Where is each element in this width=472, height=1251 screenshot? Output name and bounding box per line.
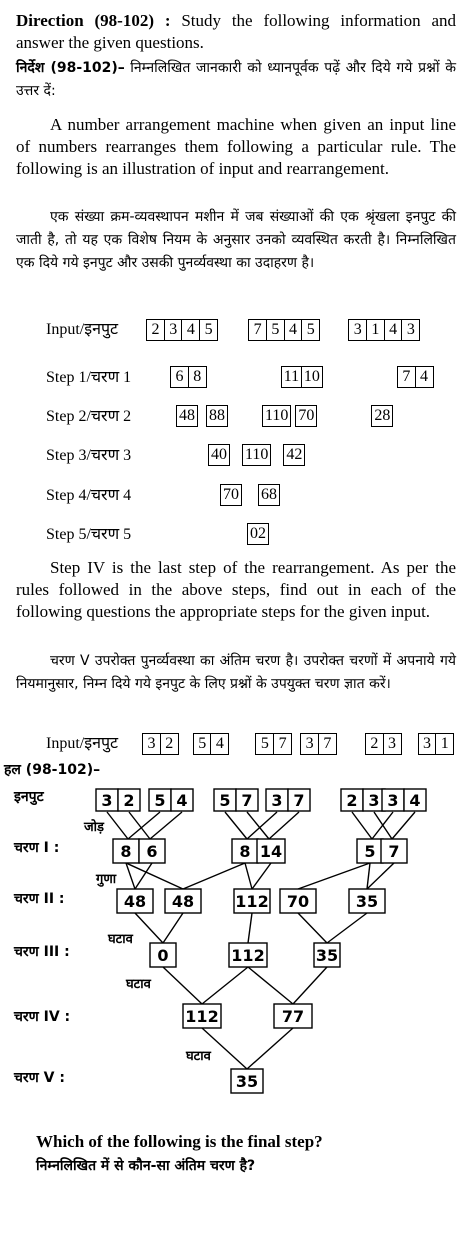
connector-line <box>126 863 183 889</box>
connector-line <box>392 812 415 839</box>
number-box: 5 <box>301 319 320 341</box>
number-box: 3 <box>300 733 319 755</box>
solution-row-label: चरण IV : <box>14 1009 71 1025</box>
number-box: 7 <box>397 366 416 388</box>
number-box-group <box>283 444 305 466</box>
number-box: 6 <box>170 366 189 388</box>
solution-value: 5 <box>219 791 231 810</box>
connector-line <box>327 913 367 943</box>
number-box: 2 <box>146 319 165 341</box>
connector-line <box>367 863 370 889</box>
solution-value: 48 <box>123 892 147 911</box>
number-box-group <box>300 733 337 755</box>
intro-hi: एक संख्या क्रम-व्यवस्थापन मशीन में जब संख्याओं की एक श्रृंखला इनपुट की जाती है, तो यह एक विशेष नियम के अनुसार उनको व्यवस्थित करती है। निम्नलिखित एक दिये गये इनपुट और उसकी पुनर्व्यवस्था का उदाहरण है। <box>16 209 456 271</box>
number-box: 48 <box>176 405 198 427</box>
number-box-group <box>170 366 207 388</box>
solution-value: 3 <box>368 791 380 810</box>
number-box-group <box>208 444 230 466</box>
connector-line <box>298 863 370 889</box>
number-box: 3 <box>348 319 367 341</box>
step-label: Step 5/चरण 5 <box>46 526 132 543</box>
solution-value: 4 <box>176 791 188 810</box>
number-box-group <box>258 484 280 506</box>
number-box-group <box>295 405 317 427</box>
number-box-group <box>255 733 292 755</box>
connector-line <box>248 967 293 1004</box>
solution-value: 7 <box>293 791 305 810</box>
number-box-group <box>242 444 271 466</box>
connector-line <box>245 863 252 889</box>
solution-value: 70 <box>286 892 310 911</box>
operation-label: घटाव <box>108 932 133 947</box>
number-box-group <box>397 366 434 388</box>
solution-row-label: चरण V : <box>14 1070 65 1086</box>
number-box: 4 <box>210 733 229 755</box>
operation-label: जोड़ <box>84 820 104 835</box>
number-box: 7 <box>318 733 337 755</box>
number-box: 70 <box>295 405 317 427</box>
direction-en-title: Direction (98-102) : <box>16 11 171 30</box>
solution-value: 3 <box>387 791 399 810</box>
direction-en <box>16 10 456 54</box>
solution-value: 5 <box>364 842 376 861</box>
solution-value: 35 <box>355 892 379 911</box>
solution-value: 112 <box>185 1007 219 1026</box>
solution-value: 7 <box>388 842 400 861</box>
solution-title: हल (98-102)– <box>4 762 101 778</box>
connector-line <box>247 1028 293 1069</box>
step-label: Step 2/चरण 2 <box>46 408 132 425</box>
number-box-group <box>348 319 420 341</box>
number-box: 40 <box>208 444 230 466</box>
solution-row-label: चरण I : <box>14 840 60 856</box>
solution-value: 35 <box>315 946 339 965</box>
direction-hi-text: निम्नलिखित जानकारी को ध्यानपूर्वक पढ़ें और दिये गये प्रश्नों के उत्तर दें: <box>16 60 457 99</box>
solution-tree-diagram <box>0 780 472 1110</box>
step-row <box>208 444 305 466</box>
question-hi: निम्नलिखित में से कौन-सा अंतिम चरण है? <box>36 1158 256 1174</box>
solution-value: 0 <box>157 946 169 965</box>
number-box-group <box>176 405 198 427</box>
number-box: 2 <box>160 733 179 755</box>
number-box-group <box>193 733 230 755</box>
solution-value: 7 <box>241 791 253 810</box>
connector-line <box>183 863 245 889</box>
connector-line <box>163 967 202 1004</box>
connector-line <box>247 812 269 839</box>
solution-value: 4 <box>409 791 421 810</box>
number-box-group <box>206 405 228 427</box>
solution-value: 112 <box>231 946 265 965</box>
operation-label: घटाव <box>126 977 151 992</box>
number-box: 110 <box>242 444 271 466</box>
question-en: Which of the following is the final step? <box>36 1132 323 1151</box>
direction-hi-title: निर्देश (98-102)– <box>16 60 125 76</box>
number-box-group <box>142 733 179 755</box>
note-en: Step IV is the last step of the rearrangement. As per the rules followed in the above steps, find out in each of the following questions the appropriate steps for the given input. <box>16 558 456 621</box>
operation-label: गुणा <box>96 872 117 887</box>
given-input-label: Input/इनपुट <box>46 735 119 752</box>
number-box: 5 <box>193 733 212 755</box>
solution-value: 2 <box>123 791 135 810</box>
given-input-row <box>142 733 454 755</box>
solution-value: 6 <box>146 842 158 861</box>
solution-value: 48 <box>171 892 195 911</box>
number-box-group <box>262 405 291 427</box>
connector-line <box>352 812 372 839</box>
number-box-group <box>248 319 320 341</box>
direction-en-text: Study the following information and answer the given questions. <box>16 11 457 52</box>
solution-value: 35 <box>235 1072 259 1091</box>
step-label: Step 3/चरण 3 <box>46 447 132 464</box>
connector-line <box>135 913 163 943</box>
number-box-group <box>281 366 323 388</box>
number-box: 4 <box>181 319 200 341</box>
direction-hi <box>16 56 456 102</box>
number-box: 5 <box>199 319 218 341</box>
number-box: 3 <box>164 319 183 341</box>
number-box: 110 <box>262 405 291 427</box>
solution-row-label: चरण II : <box>14 891 65 907</box>
solution-value: 14 <box>259 842 283 861</box>
step-row <box>247 523 269 545</box>
number-box: 7 <box>273 733 292 755</box>
number-box: 28 <box>371 405 393 427</box>
solution-value: 112 <box>235 892 269 911</box>
number-box: 11 <box>281 366 302 388</box>
number-box: 8 <box>188 366 207 388</box>
number-box: 3 <box>383 733 402 755</box>
number-box: 10 <box>301 366 323 388</box>
number-box: 1 <box>366 319 385 341</box>
number-box-group <box>146 319 218 341</box>
number-box: 5 <box>255 733 274 755</box>
solution-row-label: इनपुट <box>14 789 44 805</box>
number-box: 3 <box>142 733 161 755</box>
connector-line <box>252 863 271 889</box>
number-box: 4 <box>415 366 434 388</box>
number-box-group <box>371 405 393 427</box>
number-box-group <box>247 523 269 545</box>
number-box-group <box>220 484 242 506</box>
step-label: Step 4/चरण 4 <box>46 487 132 504</box>
step-row <box>220 484 280 506</box>
number-box: 70 <box>220 484 242 506</box>
step-label: Step 1/चरण 1 <box>46 369 132 386</box>
connector-line <box>163 913 183 943</box>
operation-label: घटाव <box>186 1049 211 1064</box>
solution-value: 2 <box>346 791 358 810</box>
solution-row-label: चरण III : <box>14 944 70 960</box>
solution-value: 3 <box>101 791 113 810</box>
number-box: 1 <box>435 733 454 755</box>
step-row <box>170 366 434 388</box>
connector-line <box>367 863 394 889</box>
solution-value: 5 <box>154 791 166 810</box>
number-box: 5 <box>266 319 285 341</box>
connector-line <box>248 913 252 943</box>
number-box: 4 <box>384 319 403 341</box>
note-hi: चरण V उपरोक्त पुनर्व्यवस्था का अंतिम चरण है। उपरोक्त चरणों में अपनाये गये नियमानुसार, निम्न दिये गये इनपुट के लिए प्रश्नों के उपयुक्त चरण ज्ञात करें। <box>16 653 456 692</box>
number-box: 88 <box>206 405 228 427</box>
number-box: 68 <box>258 484 280 506</box>
intro-en: A number arrangement machine when given an input line of numbers rearranges them following a particular rule. The following is an illustration of input and rearrangement. <box>16 115 456 178</box>
number-box-group <box>418 733 455 755</box>
number-box-group <box>365 733 402 755</box>
number-box: 4 <box>284 319 303 341</box>
number-box: 7 <box>248 319 267 341</box>
solution-value: 3 <box>271 791 283 810</box>
number-box: 3 <box>418 733 437 755</box>
number-box: 02 <box>247 523 269 545</box>
connector-line <box>135 863 152 889</box>
solution-value: 8 <box>239 842 251 861</box>
connector-line <box>107 812 128 839</box>
number-box: 42 <box>283 444 305 466</box>
illustration-input-label: Input/इनपुट <box>46 321 119 338</box>
connector-line <box>225 812 247 839</box>
connector-line <box>293 967 327 1004</box>
solution-value: 8 <box>120 842 132 861</box>
connector-line <box>298 913 327 943</box>
solution-value: 77 <box>281 1007 305 1026</box>
connector-line <box>202 967 248 1004</box>
illustration-input-row <box>146 319 420 341</box>
number-box: 2 <box>365 733 384 755</box>
number-box: 3 <box>401 319 420 341</box>
step-row <box>176 405 393 427</box>
